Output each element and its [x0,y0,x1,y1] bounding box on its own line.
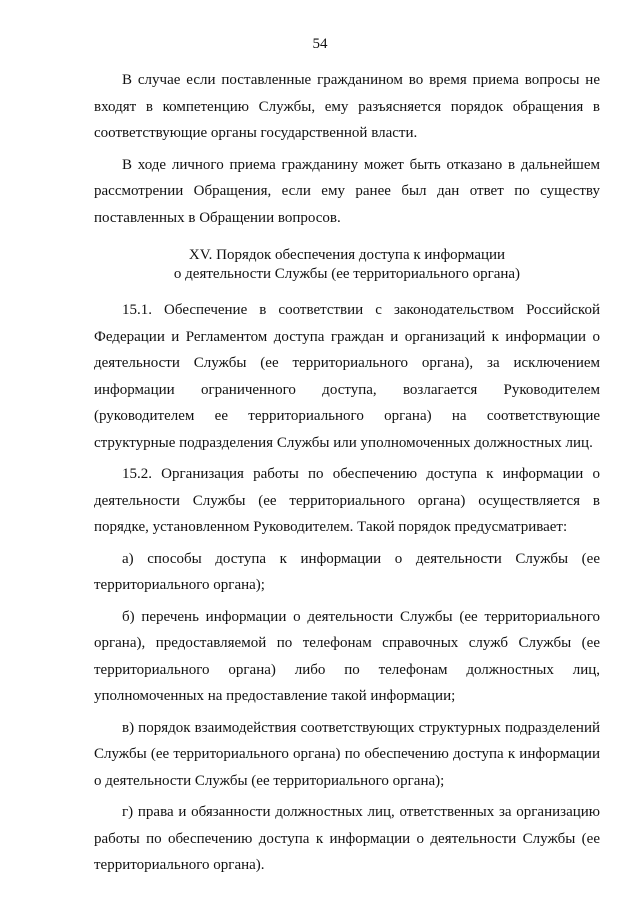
section-body [94,297,600,884]
intro-block [94,67,600,236]
paragraph-15-1: 15.1. Обеспечение в соответствии с законодательством Российской Федерации и Регламентом доступа граждан и организаций к информации о деятельности Службы (ее территориального органа), за исключением информации ограниченного доступа, возлагается Руководителем (руководителем ее территориального органа) на соответствующие структурные подразделения Службы или уполномоченных должностных лиц. [94,302,600,451]
list-item-g: г) права и обязанности должностных лиц, ответственных за организацию работы по обеспечению доступа к информации о деятельности Службы (ее территориального органа). [94,804,600,873]
section-heading [94,246,600,284]
paragraph-consultation: В случае если поставленные гражданином во время приема вопросы не входят в компетенцию Службы, ему разъясняется порядок обращения в соответствующие органы государственной власти. [94,72,600,141]
list-item-a: а) способы доступа к информации о деятельности Службы (ее территориального органа); [94,550,600,593]
section-heading-line1: XV. Порядок обеспечения доступа к информации [188,247,506,263]
list-item-b: б) перечень информации о деятельности Службы (ее территориального органа), предоставляемой по телефонам справочных служб Службы (ее территориального органа) либо по телефонам должностных лиц, уполномоченных на предоставление такой информации; [94,608,600,704]
list-item-v: в) порядок взаимодействия соответствующих структурных подразделений Службы (ее территориального органа) по обеспечению доступа к информации о деятельности Службы (ее территориального органа); [94,719,600,789]
section-heading-line2: о деятельности Службы (ее территориального органа) [173,266,521,282]
paragraph-refusal: В ходе личного приема гражданину может быть отказано в дальнейшем рассмотрении Обращения, если ему ранее был дан ответ по существу поставленных в Обращении вопросов. [94,156,600,226]
page-number: 54 [312,36,328,52]
paragraph-15-2: 15.2. Организация работы по обеспечению доступа к информации о деятельности Службы (ее территориального органа) осуществляется в порядке, установленном Руководителем. Такой порядок предусматривает: [94,466,600,535]
